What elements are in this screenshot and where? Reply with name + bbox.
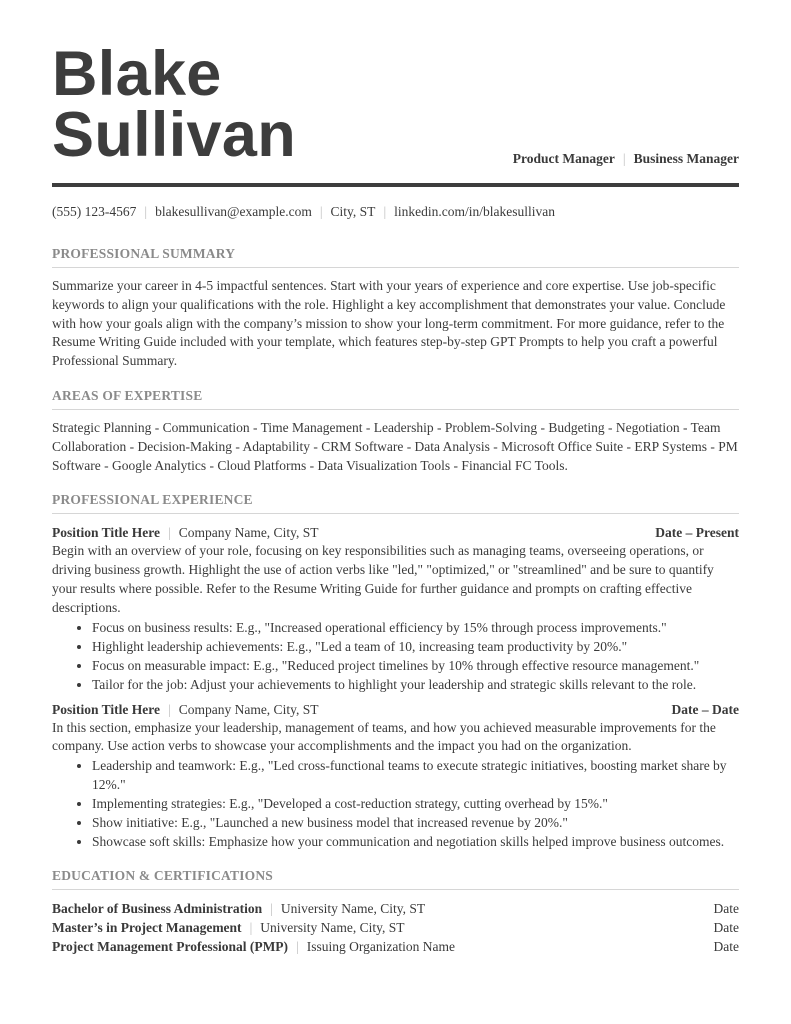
education-separator: | [296,939,299,955]
contact-separator: | [319,204,323,219]
job-bullets [52,618,739,694]
education-degree: Bachelor of Business Administration [52,901,263,917]
education-separator: | [249,920,253,936]
job-titles [513,151,739,167]
job-company: Company Name, City, ST [178,525,319,541]
education-date: Date [713,920,739,936]
job-description: Begin with an overview of your role, focusing on key responsibilities such as managing teams, overseeing operations, or driving business growth. Highlight the use of action verbs like "led," "optimized," or "streamlined" and be sure to quantify your results where possible. Refer to the Resume Writing Guide for further guidance and prompts on crafting effective descriptions. [52,543,714,615]
education-date: Date [713,901,739,917]
education-separator: | [270,901,273,917]
education-item [52,899,739,918]
job-bullets [52,756,739,851]
job-company: Company Name, City, ST [178,701,319,717]
resume-header [52,0,739,183]
job-bullet: • Show initiative: E.g., "Launched a new business model that increased revenue by 20%." [92,813,739,832]
job-bullet: • Leadership and teamwork: E.g., "Led cross-functional teams to execute strategic initiatives, boosting market share by 12%." [92,756,739,794]
contact-line [52,204,739,224]
job-position: Position Title Here [52,525,160,541]
summary-text: Summarize your career in 4-5 impactful sentences. Start with your years of experience and core expertise. Use job-specific keywords to align your qualifications with the role. Highlight a key accomplishment that demonstrates your value. Conclude with how your goals align with the company’s mission to show your long-term commitment. For more guidance, refer to the Resume Writing Guide included with your template, which features step-by-step GPT Prompts to help you craft a powerful Professional Summary. [52,278,726,369]
education-institution: Issuing Organization Name [306,939,455,955]
job-position: Position Title Here [52,701,160,717]
job-title-2: Business Manager [633,151,739,166]
education-date: Date [713,939,739,955]
education-item [52,918,739,937]
education-institution: University Name, City, ST [280,901,426,917]
job-separator: | [168,701,171,717]
job-bullet: • Highlight leadership achievements: E.g., "Led a team of 10, increasing team productivity by 20%." [92,637,739,656]
header-divider [52,183,739,187]
contact-location: City, ST [330,204,376,219]
job-bullet: • Implementing strategies: E.g., "Developed a cost-reduction strategy, cutting overhead by 15%." [92,794,739,813]
job-bullet: • Focus on measurable impact: E.g., "Reduced project timelines by 10% through effective resource management." [92,656,739,675]
job-entry [52,700,739,852]
job-bullet: • Tailor for the job: Adjust your achievements to highlight your leadership and strategic skills relevant to the role. [92,675,739,694]
expertise-text: Strategic Planning - Communication - Time Management - Leadership - Problem-Solving - Budgeting - Negotiation - Team Collaboration - Decision-Making - Adaptability - CRM Software - Data Analysis - Microsoft Office Suite - ERP Systems - PM Software - Google Analytics - Cloud Platforms - Data Visualization Tools - Financial FC Tools. [52,419,738,473]
expertise-heading: AREAS OF EXPERTISE [52,388,739,410]
job-separator: | [168,525,171,541]
title-separator: | [622,151,626,166]
summary-heading: PROFESSIONAL SUMMARY [52,246,739,268]
contact-separator: | [144,204,148,219]
experience-heading: PROFESSIONAL EXPERIENCE [52,492,739,514]
job-header [52,700,739,719]
education-degree: Master’s in Project Management [52,920,242,936]
job-description: In this section, emphasize your leadership, management of teams, and how you achieved measurable improvements for the company. Use action verbs to showcase your accomplishments and the impact you had on the organization. [52,719,716,754]
education-heading: EDUCATION & CERTIFICATIONS [52,868,739,890]
contact-separator: | [383,204,387,219]
education-list [52,899,739,956]
job-bullet: • Showcase soft skills: Emphasize how your communication and negotiation skills helped improve business outcomes. [92,832,739,851]
education-item [52,937,739,956]
last-name: Sullivan [52,100,296,170]
job-title-1: Product Manager [512,151,615,166]
contact-phone: (555) 123-4567 [52,204,137,219]
job-header [52,523,739,542]
education-degree: Project Management Professional (PMP) [52,939,289,955]
contact-linkedin: linkedin.com/in/blakesullivan [394,204,555,219]
job-bullet: • Focus on business results: E.g., "Increased operational efficiency by 15% through process improvements." [92,618,739,637]
education-institution: University Name, City, ST [260,920,405,936]
job-dates: Date – Present [655,525,739,541]
job-entry [52,523,739,693]
contact-email: blakesullivan@example.com [155,204,312,219]
first-name: Blake [52,39,222,109]
job-dates: Date – Date [671,701,739,717]
candidate-name [52,39,296,170]
